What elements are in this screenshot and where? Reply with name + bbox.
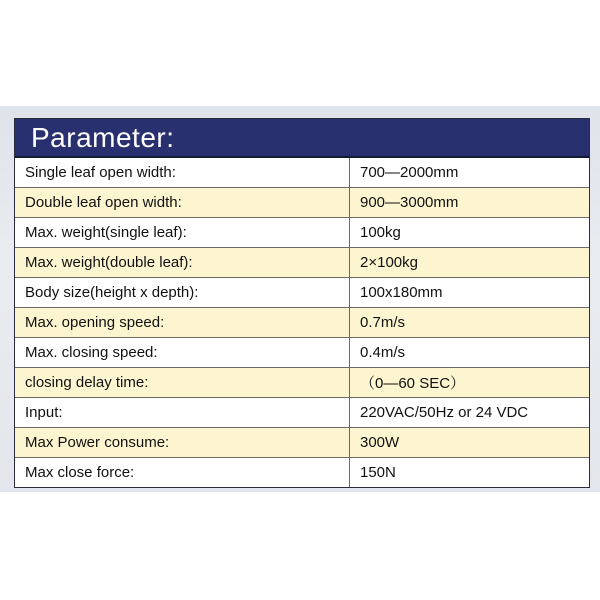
table-title: Parameter:: [15, 119, 589, 158]
param-value: 900—3000mm: [350, 188, 590, 218]
parameter-table: [15, 158, 589, 487]
param-value: 100x180mm: [350, 278, 590, 308]
table-row: [15, 248, 589, 278]
param-label: Max. closing speed:: [15, 338, 350, 368]
param-value: 100kg: [350, 218, 590, 248]
param-value: 700—2000mm: [350, 158, 590, 188]
table-row: [15, 338, 589, 368]
param-label: Double leaf open width:: [15, 188, 350, 218]
table-row: [15, 188, 589, 218]
table-row: [15, 398, 589, 428]
param-value: 150N: [350, 458, 590, 488]
param-label: Max close force:: [15, 458, 350, 488]
param-label: closing delay time:: [15, 368, 350, 398]
param-label: Max Power consume:: [15, 428, 350, 458]
param-label: Max. weight(double leaf):: [15, 248, 350, 278]
param-value: 0.7m/s: [350, 308, 590, 338]
param-label: Max. weight(single leaf):: [15, 218, 350, 248]
table-row: [15, 308, 589, 338]
table-row: [15, 368, 589, 398]
param-value: 0.4m/s: [350, 338, 590, 368]
param-label: Single leaf open width:: [15, 158, 350, 188]
table-row: [15, 428, 589, 458]
param-value: 300W: [350, 428, 590, 458]
table-row: [15, 278, 589, 308]
param-label: Body size(height x depth):: [15, 278, 350, 308]
parameter-table-panel: [14, 118, 590, 488]
table-row: [15, 158, 589, 188]
param-value: （0—60 SEC）: [350, 368, 590, 398]
table-row: [15, 458, 589, 488]
table-row: [15, 218, 589, 248]
param-value: 220VAC/50Hz or 24 VDC: [350, 398, 590, 428]
param-value: 2×100kg: [350, 248, 590, 278]
param-label: Input:: [15, 398, 350, 428]
param-label: Max. opening speed:: [15, 308, 350, 338]
